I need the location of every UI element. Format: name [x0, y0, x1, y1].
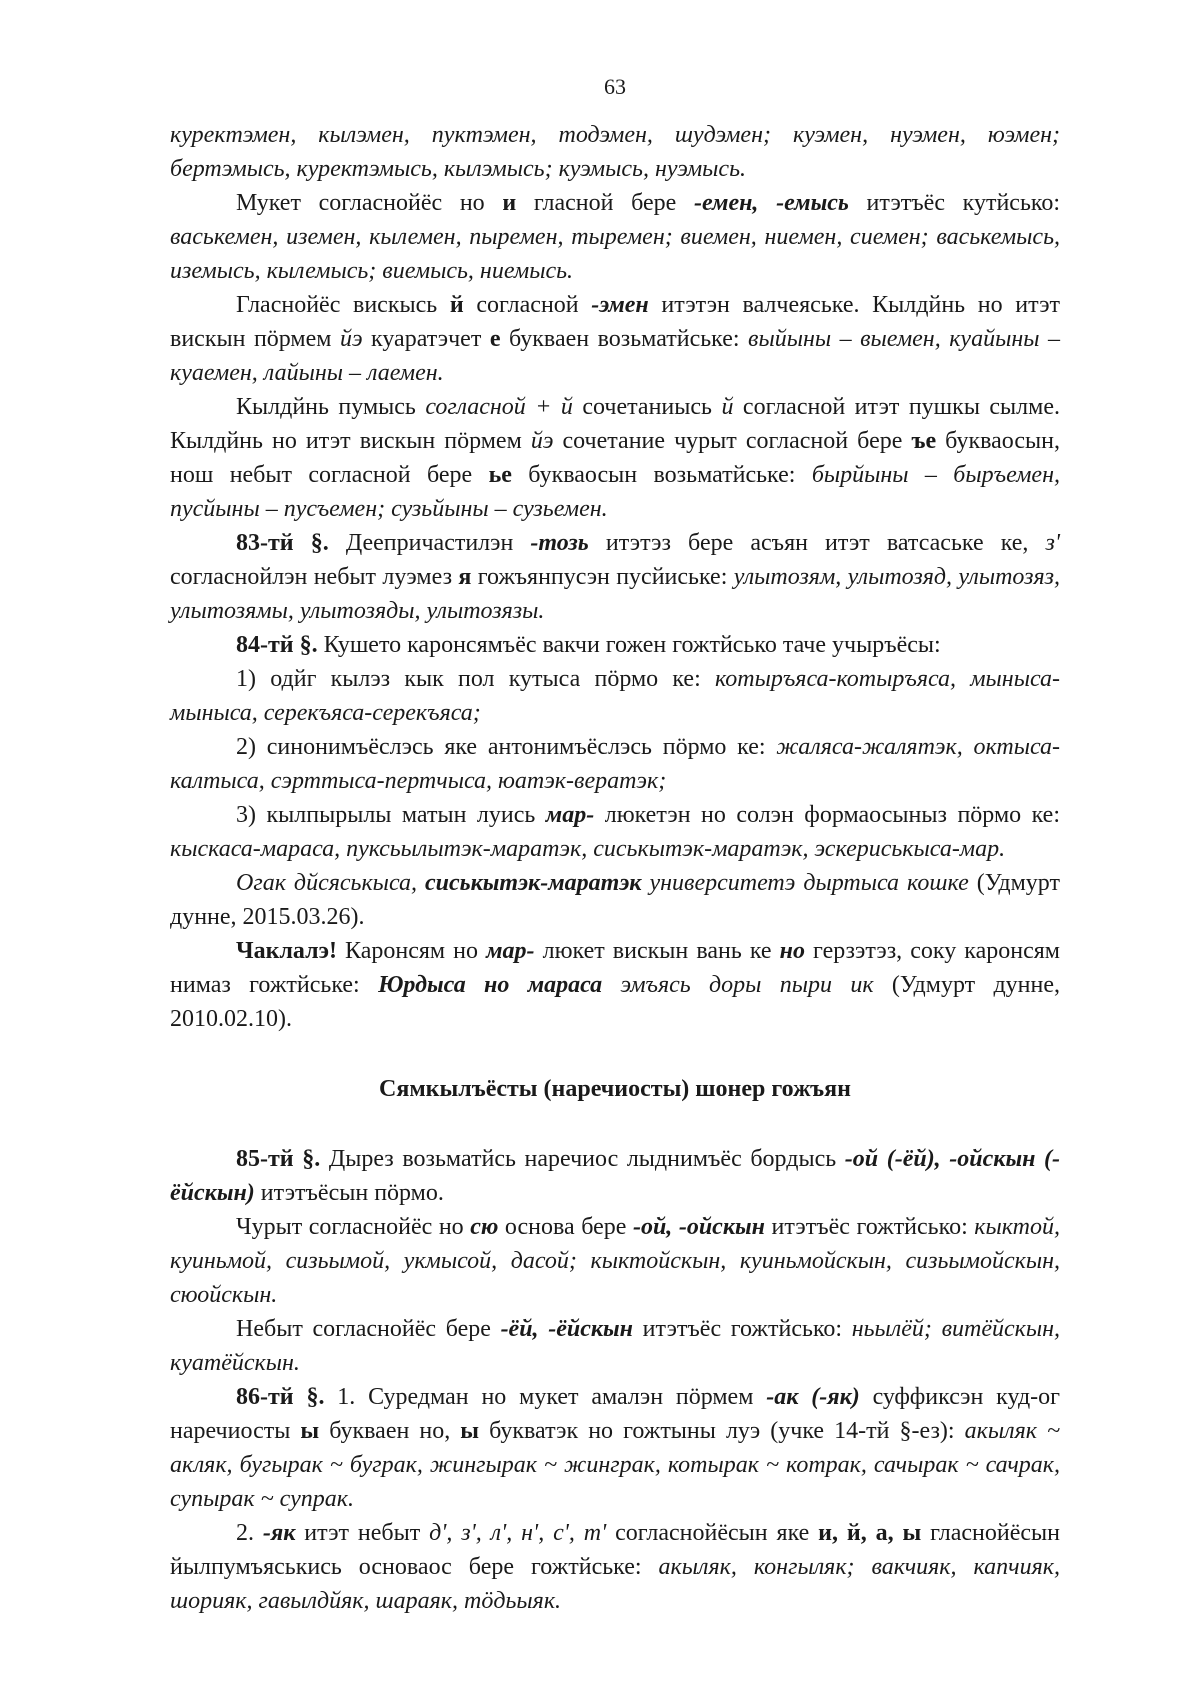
section-heading: Сямкылъёсты (наречиосты) шонер гожъян [379, 1076, 851, 1102]
suffix: -эмен [591, 292, 649, 318]
text: 1) одйг кылэз кык пол кутыса пöрмо ке: [236, 666, 715, 692]
paragraph-5 [170, 526, 1060, 628]
text: Небыт согласнойёс бере [236, 1316, 501, 1342]
paragraph-6 [170, 628, 1060, 662]
bold-letter: и [502, 190, 517, 216]
text: 3) кылпырылы матын луись [236, 802, 546, 828]
text: куаратэчет [362, 326, 490, 352]
paragraph-13 [170, 1210, 1060, 1312]
text: букваен возьматйське: [500, 326, 749, 352]
bold-letter: ы [460, 1418, 480, 1444]
text: основа бере [498, 1214, 633, 1240]
example-words: улытозям, улытозяд, улытозяз, улытозямы, улытозяды, улытозязы. [170, 564, 1060, 624]
italic-letter: з' [1045, 530, 1061, 556]
section-number: 84-тй §. [236, 632, 318, 658]
bold-letter: ы [300, 1418, 320, 1444]
text: люкетэн но солэн формаосыныз пöрмо ке: [594, 802, 1060, 828]
example-words: котыръяса-котыръяса, мыныса-мыныса, серекъяса-серекъяса; [170, 666, 1060, 726]
paragraph-2 [170, 186, 1060, 288]
text: букваосын, нош небыт согласной бере [170, 428, 1061, 488]
paragraph-9 [170, 798, 1060, 866]
text: гласной бере [516, 190, 694, 216]
text: Дырез возьматйсь наречиос лыднимъёс бордысь [320, 1146, 845, 1172]
bold-letter: ье [488, 462, 512, 488]
paragraph-14 [170, 1312, 1060, 1380]
example-words: акыляк ~ акляк, бугырак ~ буграк, жингырак ~ жинграк, котырак ~ котрак, сачырак ~ сачрак, супырак ~ супрак. [170, 1418, 1061, 1512]
text: суффиксэн куд-ог наречиосты [170, 1384, 1060, 1444]
text: букватэк но гожтыны луэ (учке 14-тй §-ез): [479, 1418, 965, 1444]
particle: но [779, 938, 805, 964]
text: букваен но, [319, 1418, 461, 1444]
paragraph-10 [170, 866, 1060, 934]
text: букваосын возьматйське: [511, 462, 812, 488]
text: 2. [236, 1520, 263, 1546]
example-words: жаляса-жалятэк, октыса-калтыса, сэрттыса-пертчыса, юатэк-вератэк; [170, 734, 1060, 794]
italic-letters: д', з', л', н', с', т' [429, 1520, 607, 1546]
example-words: курекmэмен, кылэмен, пукmэмен, тодэмен, шудэмен; куэмен, нуэмен, юэмен; бертэмысь, куректэмысь, кылэмысь; куэмысь, нуэмысь. [170, 122, 1060, 182]
paragraph-7 [170, 662, 1060, 730]
citation: (Удмурт дунне, 2015.03.26). [170, 870, 1060, 930]
morpheme: мар- [545, 802, 595, 828]
text: согласной итэт пушкы сылме. Кылдйнь но итэт вискын пöрмем [170, 394, 1061, 454]
text: итэтъёс гожтйсько: [764, 1214, 975, 1240]
suffix: -ёй, -ёйскын [500, 1316, 634, 1342]
example-words: ньылёй; витёйскын, куатёйскын. [170, 1316, 1061, 1376]
note-label: Чаклалэ! [236, 938, 337, 964]
section-number: 85-тй §. [236, 1146, 321, 1172]
page-number: 63 [604, 74, 626, 99]
text: согласнойёсын яке [606, 1520, 819, 1546]
suffix: -ак (-як) [766, 1384, 860, 1410]
text: гожъянпусэн пусйиське: [471, 564, 734, 590]
text: Деепричастилэн [328, 530, 531, 556]
suffix: -як [262, 1520, 296, 1546]
example-sentence: университетэ дыртыса кошке [641, 870, 969, 896]
text: гласнойёсын йылпумъяськись основаос бере гожтйське: [170, 1520, 1060, 1580]
text: Кушето каронсямъёс вакчи гожен гожтйсько таче учыръёсы: [317, 632, 941, 658]
text: Каронсям но [336, 938, 487, 964]
example-highlight: сиськытэк-маратэк [424, 870, 642, 896]
text: сочетание чурыт согласной бере [553, 428, 912, 454]
text: 1. Суредман но мукет амалэн пöрмем [324, 1384, 767, 1410]
bold-letters: и, й, а, ы [818, 1520, 922, 1546]
bold-letter: е [489, 326, 501, 352]
paragraph-4 [170, 390, 1060, 526]
section-number: 86-тй §. [236, 1384, 325, 1410]
example-sentence: эмъясь доры пыри ик [602, 972, 874, 998]
text: согласнойлэн небыт луэмез [170, 564, 459, 590]
italic-letters: йэ [530, 428, 554, 454]
paragraph-3 [170, 288, 1060, 390]
text: Мукет согласнойёс но [236, 190, 503, 216]
document-page [170, 60, 1060, 1618]
paragraph-16 [170, 1516, 1060, 1618]
text: итэт небыт [295, 1520, 430, 1546]
suffix: -ой, -ойскын [632, 1214, 765, 1240]
paragraph-12 [170, 1142, 1060, 1210]
bold-letter: ъе [911, 428, 937, 454]
bold-letter: я [458, 564, 472, 590]
text: герзэтэз, соку каронсям нимаз гожтйське: [170, 938, 1060, 998]
section-number: 83-тй §. [236, 530, 329, 556]
paragraph-11 [170, 934, 1060, 1036]
text: сочетаниысь [572, 394, 722, 420]
example-sentence: Огак дйсяськыса, [236, 870, 425, 896]
italic-letters: йэ [339, 326, 363, 352]
stem: сю [470, 1214, 499, 1240]
citation: (Удмурт дунне, 2010.02.10). [170, 972, 1061, 1032]
text: Гласнойёс вискысь [236, 292, 450, 318]
example-words: акыляк, конгыляк; вакчияк, капчияк, шорияк, гавылдйяк, шараяк, тöдьыяк. [170, 1554, 1060, 1614]
text: итэтэн валчеяське. Кылдйнь но итэт вискын пöрмем [170, 292, 1060, 352]
text: итэтъёс кутйсько: [848, 190, 1061, 216]
text: Чурыт согласнойёс но [236, 1214, 471, 1240]
italic-term: согласной + й [425, 394, 573, 420]
text: итэтэз бере асъян итэт ватсаське ке, [588, 530, 1046, 556]
suffix: -емен, -емысь [693, 190, 849, 216]
example-words: бырйыны – быръемен, пусйыны – пусъемен; сузьйыны – сузьемен. [170, 462, 1060, 522]
text: итэтъёс гожтйсько: [633, 1316, 852, 1342]
paragraph-8 [170, 730, 1060, 798]
italic-letter: й [721, 394, 734, 420]
text: люкет вискын вань ке [534, 938, 780, 964]
morpheme: мар- [486, 938, 535, 964]
text: итэтъёсын пöрмо. [254, 1180, 444, 1206]
paragraph-1 [170, 118, 1060, 186]
example-words: кыктой, куиньмой, сизьымой, укмысой, дасой; кыктойскын, куиньмойскын, сизьымойскын, сюойскын. [170, 1214, 1061, 1308]
bold-letter: й [449, 292, 464, 318]
example-highlight: Юрдыса но мараса [378, 972, 603, 998]
example-words: кыскаса-мараса, пуксьылытэк-маратэк, сиськытэк-маратэк, эскериськыса-мар. [170, 836, 1006, 862]
text: согласной [463, 292, 592, 318]
suffix: -ой (-ёй), -ойскын (-ёйскын) [170, 1146, 1060, 1206]
paragraph-15 [170, 1380, 1060, 1516]
text: Кылдйнь пумысь [236, 394, 426, 420]
text: 2) синонимъёслэсь яке антонимъёслэсь пöрмо ке: [236, 734, 777, 760]
example-words: выйыны – выемен, куайыны – куаемен, лайыны – лаемен. [170, 326, 1060, 386]
suffix: -тозь [530, 530, 589, 556]
example-words: васькемен, иземен, кылемен, пыремен, тыремен; виемен, ниемен, сиемен; васькемысь, иземысь, кылемысь; виемысь, ниемысь. [170, 224, 1060, 284]
